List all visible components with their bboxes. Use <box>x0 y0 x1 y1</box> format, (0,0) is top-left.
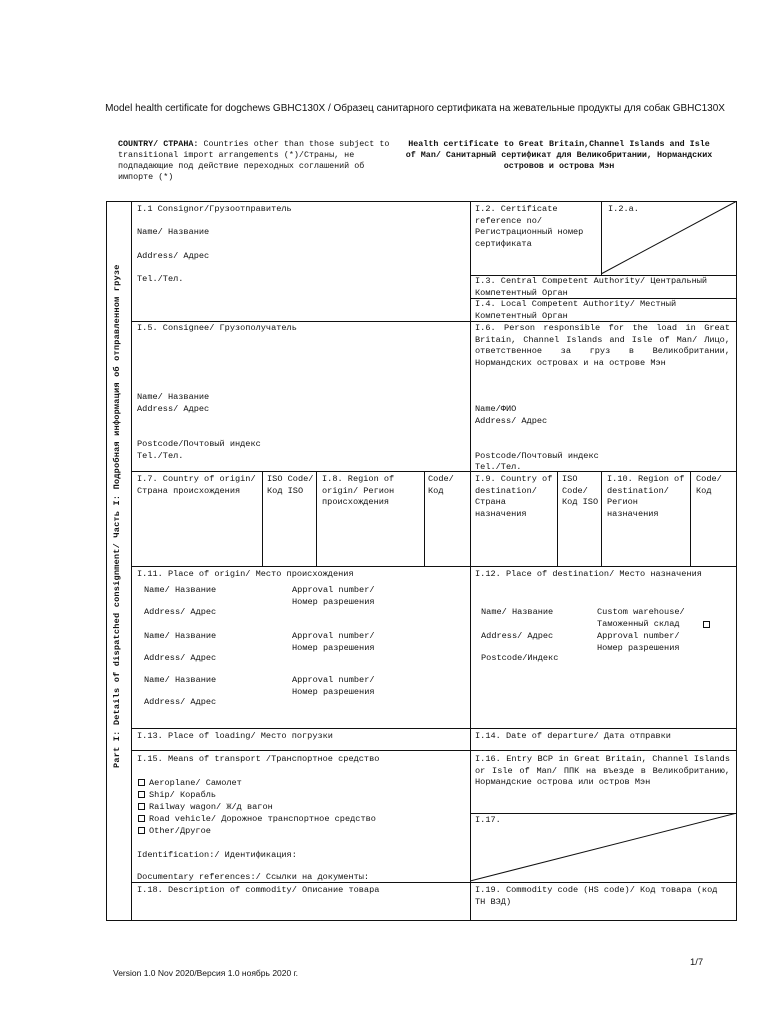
aeroplane-checkbox[interactable] <box>138 779 145 786</box>
i11-approval-3: Approval number/ Номер разрешения <box>292 675 375 697</box>
i12-address: Address/ Адрес <box>481 631 554 641</box>
i1-name: Name/ Название <box>137 227 210 237</box>
document-title: Model health certificate for dogchews GBHC130X / Образец санитарного сертификата на жевательные продукты для собак GBHC130X <box>105 103 725 114</box>
i11-address-1: Address/ Адрес <box>144 607 217 617</box>
warehouse-checkbox[interactable] <box>703 621 710 628</box>
country-block <box>118 139 390 183</box>
i6-postcode: Postcode/Почтовый индекс <box>475 451 599 461</box>
i12-approval: Approval number/ Номер разрешения <box>597 631 680 653</box>
i8-title: I.8. Region of origin/ Регион происхождения <box>322 474 395 508</box>
i1-tel: Tel./Тел. <box>137 274 184 284</box>
country-text: Countries other than those subject to transitional import arrangements (*)/Страны, не подпадающие под действие переходных соглашений об импорте (*) <box>118 139 390 182</box>
railway-checkbox[interactable] <box>138 803 145 810</box>
i5-name: Name/ Название <box>137 392 210 402</box>
i15-title: I.15. Means of transport /Транспортное средство <box>137 754 380 764</box>
i1-title: I.1 Consignor/Грузоотправитель <box>137 204 292 214</box>
i12-title: I.12. Place of destination/ Место назначения <box>475 569 702 579</box>
transport-option-other[interactable]: Other/Другое <box>138 826 211 838</box>
i2-title: I.2. Certificate reference no/ Регистрационный номер сертификата <box>475 204 584 249</box>
i9-title: I.9. Country of destination/ Страна назначения <box>475 474 553 519</box>
i14-title: I.14. Date of departure/ Дата отправки <box>475 731 671 741</box>
i11-approval-1: Approval number/ Номер разрешения <box>292 585 375 607</box>
transport-option-road[interactable]: Road vehicle/ Дорожное транспортное средство <box>138 814 376 826</box>
i11-address-2: Address/ Адрес <box>144 653 217 663</box>
i6-tel: Tel./Тел. <box>475 462 522 472</box>
i1-address: Address/ Адрес <box>137 251 210 261</box>
i17-title: I.17. <box>475 815 501 825</box>
i15-documentary: Documentary references:/ Ссылки на документы: <box>137 872 370 882</box>
i11-name-3: Name/ Название <box>144 675 217 685</box>
other-checkbox[interactable] <box>138 827 145 834</box>
page-number: 1/7 <box>690 957 704 968</box>
i12-warehouse: Custom warehouse/ Таможенный склад <box>597 607 685 629</box>
i3-title: I.3. Central Competent Authority/ Центральный Компетентный Орган <box>475 276 708 298</box>
i5-address: Address/ Адрес <box>137 404 210 414</box>
i11-address-3: Address/ Адрес <box>144 697 217 707</box>
i16-title: I.16. Entry BCP in Great Britain, Channel Islands or Isle of Man/ ППК на въезде в Великобританию, Нормандские острова или остров Мэн <box>475 754 730 788</box>
i17-strike <box>470 813 737 882</box>
i9-iso: ISO Code/ Код ISO <box>562 474 599 508</box>
i11-approval-2: Approval number/ Номер разрешения <box>292 631 375 653</box>
i2a-title: I.2.a. <box>608 204 639 214</box>
part-one-label: Part I: Details of dispatched consignment/ Часть I: Подробная информация об отправленном грузе <box>112 264 122 768</box>
i15-identification: Identification:/ Идентификация: <box>137 850 297 860</box>
i11-name-1: Name/ Название <box>144 585 217 595</box>
i7-iso: ISO Code/ Код ISO <box>267 474 314 496</box>
i11-name-2: Name/ Название <box>144 631 217 641</box>
transport-option-railway[interactable]: Railway wagon/ Ж/д вагон <box>138 802 273 814</box>
country-label: COUNTRY/ СТРАНА: <box>118 139 199 149</box>
i6-name: Name/ФИО <box>475 404 517 414</box>
transport-option-aeroplane[interactable]: Aeroplane/ Самолет <box>138 778 242 790</box>
i5-tel: Tel./Тел. <box>137 451 184 461</box>
version-note: Version 1.0 Nov 2020/Версия 1.0 ноябрь 2020 г. <box>113 968 299 978</box>
i6-address: Address/ Адрес <box>475 416 548 426</box>
certificate-heading: Health certificate to Great Britain,Channel Islands and Isle of Man/ Санитарный сертификат для Великобритании, Нормандских островов и острова Мэн <box>405 139 713 171</box>
i19-title: I.19. Commodity code (HS code)/ Код товара (код ТН ВЭД) <box>475 885 718 907</box>
i18-title: I.18. Description of commodity/ Описание товара <box>137 885 380 895</box>
i10-code: Code/ Код <box>696 474 722 496</box>
i10-title: I.10. Region of destination/ Регион назначения <box>607 474 685 519</box>
ship-checkbox[interactable] <box>138 791 145 798</box>
i7-title: I.7. Country of origin/ Страна происхождения <box>137 474 256 496</box>
i11-title: I.11. Place of origin/ Место происхождения <box>137 569 354 579</box>
i13-title: I.13. Place of loading/ Место погрузки <box>137 731 333 741</box>
i5-title: I.5. Consignee/ Грузополучатель <box>137 323 297 333</box>
i8-code: Code/ Код <box>428 474 454 496</box>
transport-option-ship[interactable]: Ship/ Корабль <box>138 790 216 802</box>
i12-postcode: Postcode/Индекс <box>481 653 559 663</box>
i12-name: Name/ Название <box>481 607 554 617</box>
i5-postcode: Postcode/Почтовый индекс <box>137 439 261 449</box>
i4-title: I.4. Local Competent Authority/ Местный Компетентный Орган <box>475 299 677 321</box>
i6-title: I.6. Person responsible for the load in Great Britain, Channel Islands and Isle of Man/ Лицо, ответственное за груз в Великобритании, Нормандских островах и на острове Мэн <box>475 323 730 368</box>
road-checkbox[interactable] <box>138 815 145 822</box>
